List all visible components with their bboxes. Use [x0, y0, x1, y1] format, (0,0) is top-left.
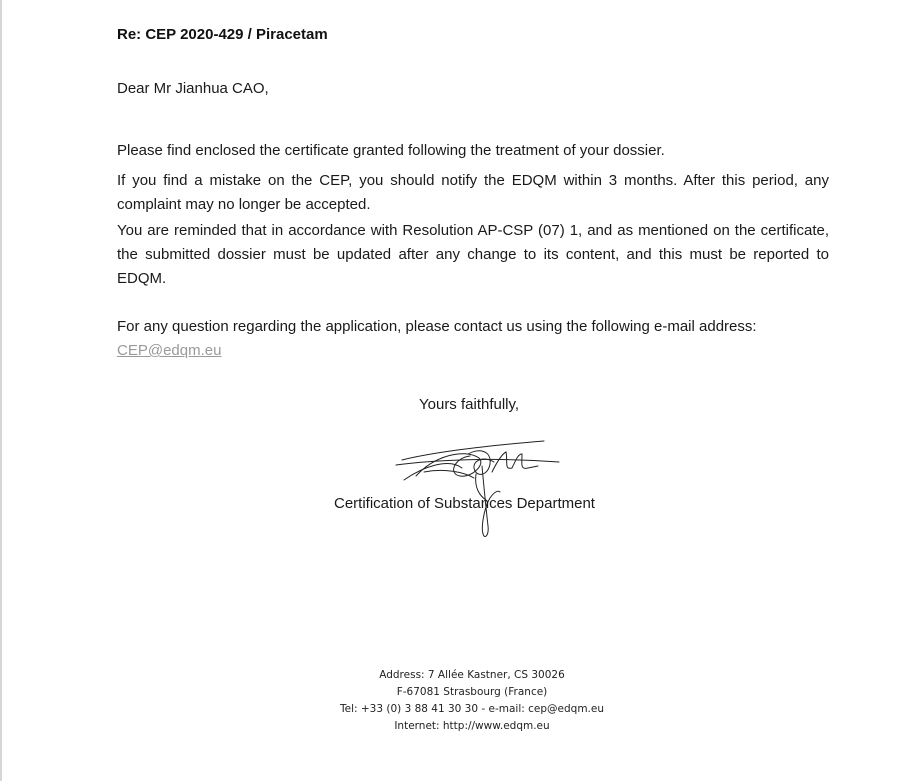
salutation: Dear Mr Jianhua CAO, [117, 80, 269, 97]
footer-address-block [322, 667, 622, 735]
handwritten-signature-icon [394, 438, 564, 540]
footer-contact-line: Tel: +33 (0) 3 88 41 30 30 - e-mail: cep@edqm.eu [339, 703, 605, 715]
closing: Yours faithfully, [419, 396, 520, 413]
footer-address-line2: F-67081 Strasbourg (France) [396, 686, 548, 698]
paragraph-mistake-notice: If you find a mistake on the CEP, you should notify the EDQM within 3 months. After this period, any complaint may no longer be accepted. [117, 172, 829, 213]
contact-email-link[interactable]: CEP@edqm.eu [117, 342, 222, 359]
paragraph-contact [117, 315, 829, 363]
footer-internet-line: Internet: http://www.edqm.eu [394, 720, 550, 732]
paragraph-resolution-reminder: You are reminded that in accordance with Resolution AP-CSP (07) 1, and as mentioned on the certificate, the submitted dossier must be updated after any change to its content, and this must be reported to EDQM. [117, 222, 829, 287]
contact-text: For any question regarding the application, please contact us using the following e-mail address: [117, 318, 757, 335]
footer-address-line1: Address: 7 Allée Kastner, CS 30026 [379, 669, 565, 681]
subject-line: Re: CEP 2020-429 / Piracetam [117, 26, 328, 43]
department-name: Certification of Substances Department [334, 495, 595, 512]
paragraph-enclosed-certificate: Please find enclosed the certificate granted following the treatment of your dossier. [117, 142, 665, 159]
